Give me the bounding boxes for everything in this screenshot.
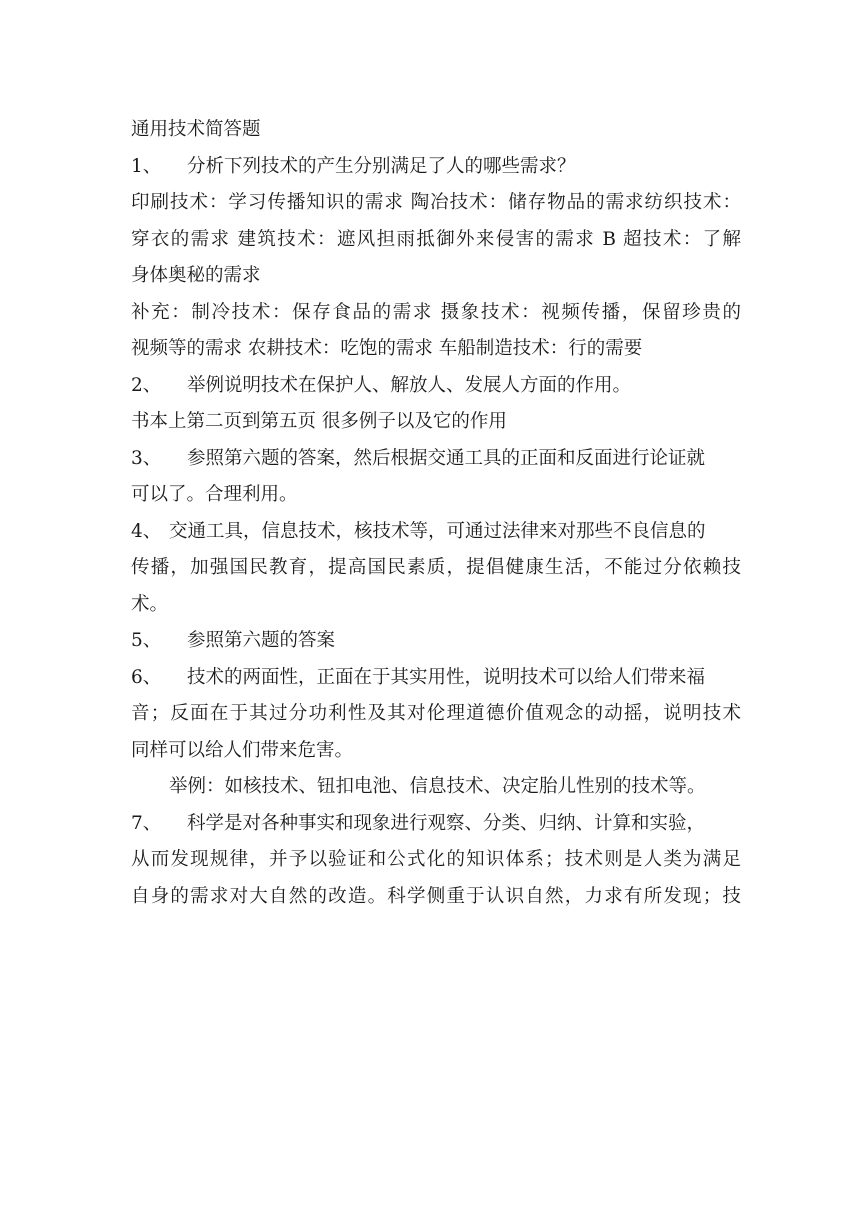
answer-line: 自身的需求对大自然的改造。科学侧重于认识自然，力求有所发现；技 bbox=[131, 885, 741, 907]
answer-line: 从而发现规律，并予以验证和公式化的知识体系；技术则是人类为满足 bbox=[131, 849, 741, 870]
question-5 bbox=[131, 623, 741, 660]
question-4 bbox=[131, 514, 741, 551]
question-6 bbox=[131, 660, 741, 697]
question-3 bbox=[131, 441, 741, 478]
answer-line: 补充：制冷技术：保存食品的需求 摄象技术：视频传播，保留珍贵的 bbox=[131, 301, 741, 323]
answer-line: 同样可以给人们带来危害。 bbox=[131, 739, 354, 761]
question-text: 科学是对各种事实和现象进行观察、分类、归纳、计算和实验， bbox=[187, 812, 706, 834]
question-text: 技术的两面性，正面在于其实用性，说明技术可以给人们带来福 bbox=[187, 666, 706, 688]
question-7 bbox=[131, 806, 741, 843]
answer-line: 可以了。合理利用。 bbox=[131, 484, 298, 505]
answer-line: 视频等的需求 农耕技术：吃饱的需求 车船制造技术：行的需要 bbox=[131, 338, 643, 359]
question-number: 5、 bbox=[131, 630, 162, 651]
answer-line: 传播，加强国民教育，提高国民素质，提倡健康生活，不能过分依赖技 bbox=[131, 557, 741, 578]
question-text: 参照第六题的答案，然后根据交通工具的正面和反面进行论证就 bbox=[187, 447, 706, 469]
document-title: 通用技术简答题 bbox=[131, 119, 261, 140]
answer-line: 音；反面在于其过分功利性及其对伦理道德价值观念的动摇，说明技术 bbox=[131, 703, 741, 724]
answer-line: 身体奥秘的需求 bbox=[131, 265, 261, 286]
question-text: 分析下列技术的产生分别满足了人的哪些需求？ bbox=[187, 155, 576, 177]
question-number: 2、 bbox=[131, 374, 162, 396]
answer-line: 术。 bbox=[131, 593, 169, 615]
question-2 bbox=[131, 368, 741, 405]
document-body bbox=[131, 112, 741, 915]
question-number: 7、 bbox=[131, 812, 162, 834]
question-text: 交通工具，信息技术，核技术等，可通过法律来对那些不良信息的 bbox=[169, 520, 706, 542]
example-line: 举例：如核技术、钮扣电池、信息技术、决定胎儿性别的技术等。 bbox=[169, 776, 706, 797]
answer-line: 书本上第二页到第五页 很多例子以及它的作用 bbox=[131, 411, 507, 432]
question-1 bbox=[131, 149, 741, 186]
question-text: 参照第六题的答案 bbox=[187, 630, 336, 651]
question-text: 举例说明技术在保护人、解放人、发展人方面的作用。 bbox=[187, 374, 632, 396]
question-number: 6、 bbox=[131, 666, 162, 688]
answer-line: 穿衣的需求 建筑技术：遮风担雨抵御外来侵害的需求 B 超技术：了解 bbox=[131, 228, 741, 250]
answer-line: 印刷技术：学习传播知识的需求 陶冶技术：储存物品的需求纺织技术： bbox=[131, 192, 741, 213]
question-number: 3、 bbox=[131, 447, 162, 469]
question-number: 1、 bbox=[131, 155, 162, 177]
question-number: 4、 bbox=[131, 520, 162, 542]
